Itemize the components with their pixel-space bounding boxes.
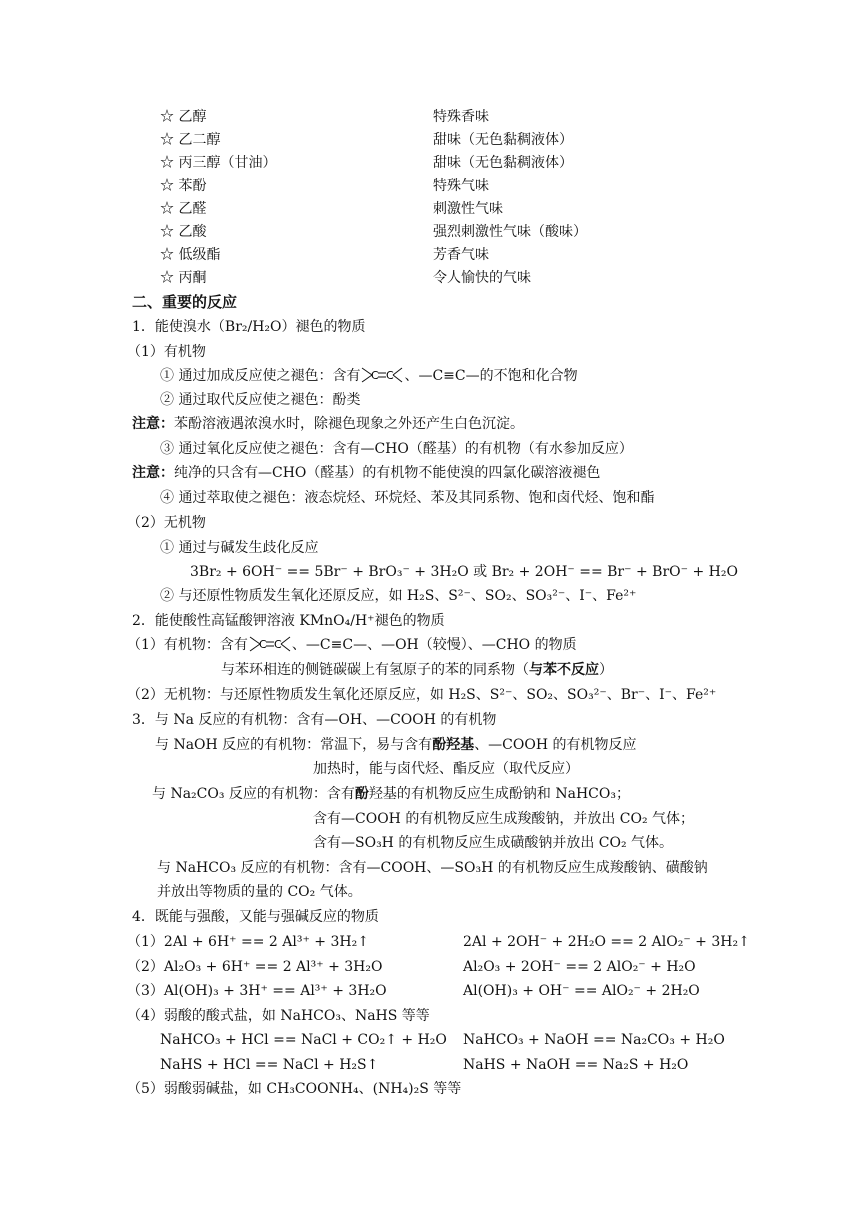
base-equation: NaHCO₃ + NaOH == Na₂CO₃ + H₂O: [463, 1032, 725, 1048]
s3-a2-text: 加热时，能与卤代烃、酯反应（取代反应）: [313, 761, 579, 777]
odor-desc: 甜味（无色黏稠液体）: [433, 132, 573, 148]
double-bond-icon: [360, 366, 404, 384]
s3-c2-text: 并放出等物质的量的 CO₂ 气体。: [157, 884, 362, 900]
s1-note2: [0, 462, 860, 484]
s1-item1: [0, 365, 860, 387]
s2-title: [0, 610, 860, 632]
s4-r5-text: （5）弱酸弱碱盐，如 CH₃COONH₄、(NH₄)₂S 等等: [127, 1081, 462, 1097]
odor-row: [0, 267, 860, 289]
s4-r4-text: （4）弱酸的酸式盐，如 NaHCO₃、NaHS 等等: [127, 1008, 430, 1024]
acid-equation: （2）Al₂O₃ + 6H⁺ == 2 Al³⁺ + 3H₂O: [127, 959, 383, 975]
s3-b3-text: 含有—SO₃H 的有机物反应生成磺酸钠并放出 CO₂ 气体。: [313, 835, 674, 851]
s4-r2: [0, 956, 860, 978]
odor-desc: 芳香气味: [433, 247, 489, 263]
note-label: 注意：: [132, 416, 174, 432]
double-bond-icon: [248, 635, 292, 653]
compound-name: ☆ 苯酚: [160, 178, 207, 194]
odor-desc: 特殊香味: [433, 109, 489, 125]
acid-equation: NaHCO₃ + HCl == NaCl + CO₂↑ + H₂O: [160, 1032, 447, 1048]
s1-title-text: 1．能使溴水（Br₂/H₂O）褪色的物质: [132, 319, 366, 335]
s1-j1-text: ① 通过与碱发生歧化反应: [160, 540, 319, 556]
note-text: 苯酚溶液遇浓溴水时，除褪色现象之外还产生白色沉淀。: [174, 416, 524, 432]
s3-b1: [0, 783, 860, 805]
s3-title-text: 3．与 Na 反应的有机物：含有—OH、—COOH 的有机物: [132, 712, 497, 728]
svg-text:C: C: [258, 638, 267, 651]
s1-item2-text: ② 通过取代反应使之褪色：酚类: [160, 392, 361, 408]
s4-title-text: 4．既能与强酸，又能与强碱反应的物质: [132, 909, 379, 925]
compound-name: ☆ 乙二醇: [160, 132, 221, 148]
s3-a1-post: 、—COOH 的有机物反应: [474, 737, 637, 753]
s3-title: [0, 709, 860, 731]
s3-c1: [0, 857, 860, 879]
compound-name: ☆ 乙醇: [160, 109, 207, 125]
s3-c2: [0, 881, 860, 903]
s1-item-j2: [0, 585, 860, 607]
section-heading: [0, 291, 860, 313]
s1-item2: [0, 389, 860, 411]
s1-note1: [0, 413, 860, 435]
acid-equation: （1）2Al + 6H⁺ == 2 Al³⁺ + 3H₂↑: [127, 934, 369, 950]
compound-name: ☆ 低级酯: [160, 247, 221, 263]
s1-item4-text: ④ 通过萃取使之褪色：液态烷烃、环烷烃、苯及其同系物、饱和卤代烃、饱和酯: [160, 490, 655, 506]
compound-name: ☆ 乙醛: [160, 201, 207, 217]
s2-line2-pre: 与苯环相连的侧链碳碳上有氢原子的苯的同系物（: [221, 662, 529, 678]
s4-r1: [0, 931, 860, 953]
s3-a1-bold: 酚羟基: [432, 737, 475, 753]
s1-inorganic-text: （2）无机物: [127, 515, 206, 531]
odor-desc: 刺激性气味: [433, 201, 503, 217]
s1-item1-post: 、—C≡C—的不饱和化合物: [404, 368, 578, 384]
s2-line2: [0, 659, 860, 681]
odor-row: [0, 198, 860, 220]
s2-line1-pre: （1）有机物：含有: [127, 637, 248, 653]
s4-r4b: [0, 1054, 860, 1076]
s4-title: [0, 906, 860, 928]
s3-b3: [0, 832, 860, 854]
s2-line1-post: 、—C≡C—、—OH（较慢）、—CHO 的物质: [291, 637, 577, 653]
odor-desc: 强烈刺激性气味（酸味）: [433, 224, 587, 240]
svg-text:C: C: [273, 638, 282, 651]
compound-name: ☆ 乙酸: [160, 224, 207, 240]
s4-r4a: [0, 1029, 860, 1051]
s1-item1-pre: ① 通过加成反应使之褪色：含有: [160, 368, 361, 384]
s1-equation: [0, 561, 860, 583]
odor-row: [0, 175, 860, 197]
s1-item3-text: ③ 通过氧化反应使之褪色：含有—CHO（醛基）的有机物（有水参加反应）: [160, 441, 633, 457]
s1-item-j1: [0, 537, 860, 559]
s3-a2: [0, 758, 860, 780]
s1-organic: [0, 341, 860, 363]
note-label: 注意：: [132, 465, 174, 481]
s3-b1-bold: 酚: [354, 786, 369, 802]
odor-row: [0, 244, 860, 266]
svg-text:C: C: [386, 369, 395, 382]
s3-b2: [0, 808, 860, 830]
s4-r3: [0, 980, 860, 1002]
s4-r5: [0, 1078, 860, 1100]
s3-c1-text: 与 NaHCO₃ 反应的有机物：含有—COOH、—SO₃H 的有机物反应生成羧酸钠、磺酸钠: [157, 860, 708, 876]
s2-line3: [0, 684, 860, 706]
odor-row: [0, 152, 860, 174]
s1-inorganic: [0, 512, 860, 534]
base-equation: NaHS + NaOH == Na₂S + H₂O: [463, 1057, 689, 1073]
s1-organic-text: （1）有机物: [127, 344, 206, 360]
s3-b1-post: 羟基的有机物反应生成酚钠和 NaHCO₃；: [368, 786, 630, 802]
s1-item4: [0, 487, 860, 509]
acid-equation: （3）Al(OH)₃ + 3H⁺ == Al³⁺ + 3H₂O: [127, 983, 387, 999]
odor-row: [0, 129, 860, 151]
s2-line1: [0, 634, 860, 656]
section-title: 二、重要的反应: [132, 293, 238, 311]
base-equation: Al₂O₃ + 2OH⁻ == 2 AlO₂⁻ + H₂O: [463, 959, 696, 975]
acid-equation: NaHS + HCl == NaCl + H₂S↑: [160, 1057, 379, 1073]
odor-row: [0, 106, 860, 128]
s3-a1-pre: 与 NaOH 反应的有机物：常温下，易与含有: [155, 737, 433, 753]
s4-r4: [0, 1005, 860, 1027]
s1-j2-text: ② 与还原性物质发生氧化还原反应，如 H₂S、S²⁻、SO₂、SO₃²⁻、I⁻、Fe²⁺: [160, 588, 637, 604]
base-equation: 2Al + 2OH⁻ + 2H₂O == 2 AlO₂⁻ + 3H₂↑: [463, 934, 750, 950]
s1-title: [0, 316, 860, 338]
s2-title-text: 2．能使酸性高锰酸钾溶液 KMnO₄/H⁺褪色的物质: [132, 613, 445, 629]
note-text: 纯净的只含有—CHO（醛基）的有机物不能使溴的四氯化碳溶液褪色: [174, 465, 601, 481]
odor-desc: 特殊气味: [433, 178, 489, 194]
odor-row: [0, 221, 860, 243]
s3-b1-pre: 与 Na₂CO₃ 反应的有机物：含有: [152, 786, 355, 802]
odor-desc: 甜味（无色黏稠液体）: [433, 155, 573, 171]
bromine-equation: 3Br₂ + 6OH⁻ == 5Br⁻ + BrO₃⁻ + 3H₂O 或 Br₂ + 2OH⁻ == Br⁻ + BrO⁻ + H₂O: [190, 564, 738, 580]
s2-line3-text: （2）无机物：与还原性物质发生氧化还原反应，如 H₂S、S²⁻、SO₂、SO₃²⁻、Br⁻、I⁻、Fe²⁺: [127, 687, 717, 703]
s3-b2-text: 含有—COOH 的有机物反应生成羧酸钠，并放出 CO₂ 气体；: [313, 811, 695, 827]
s1-item3: [0, 438, 860, 460]
base-equation: Al(OH)₃ + OH⁻ == AlO₂⁻ + 2H₂O: [463, 983, 700, 999]
compound-name: ☆ 丙三醇（甘油）: [160, 155, 277, 171]
s3-a1: [0, 734, 860, 756]
s2-line2-bold: 与苯不反应: [529, 662, 599, 678]
svg-text:C: C: [371, 369, 380, 382]
compound-name: ☆ 丙酮: [160, 270, 207, 286]
odor-desc: 令人愉快的气味: [433, 270, 531, 286]
s2-line2-post: ）: [599, 662, 613, 678]
